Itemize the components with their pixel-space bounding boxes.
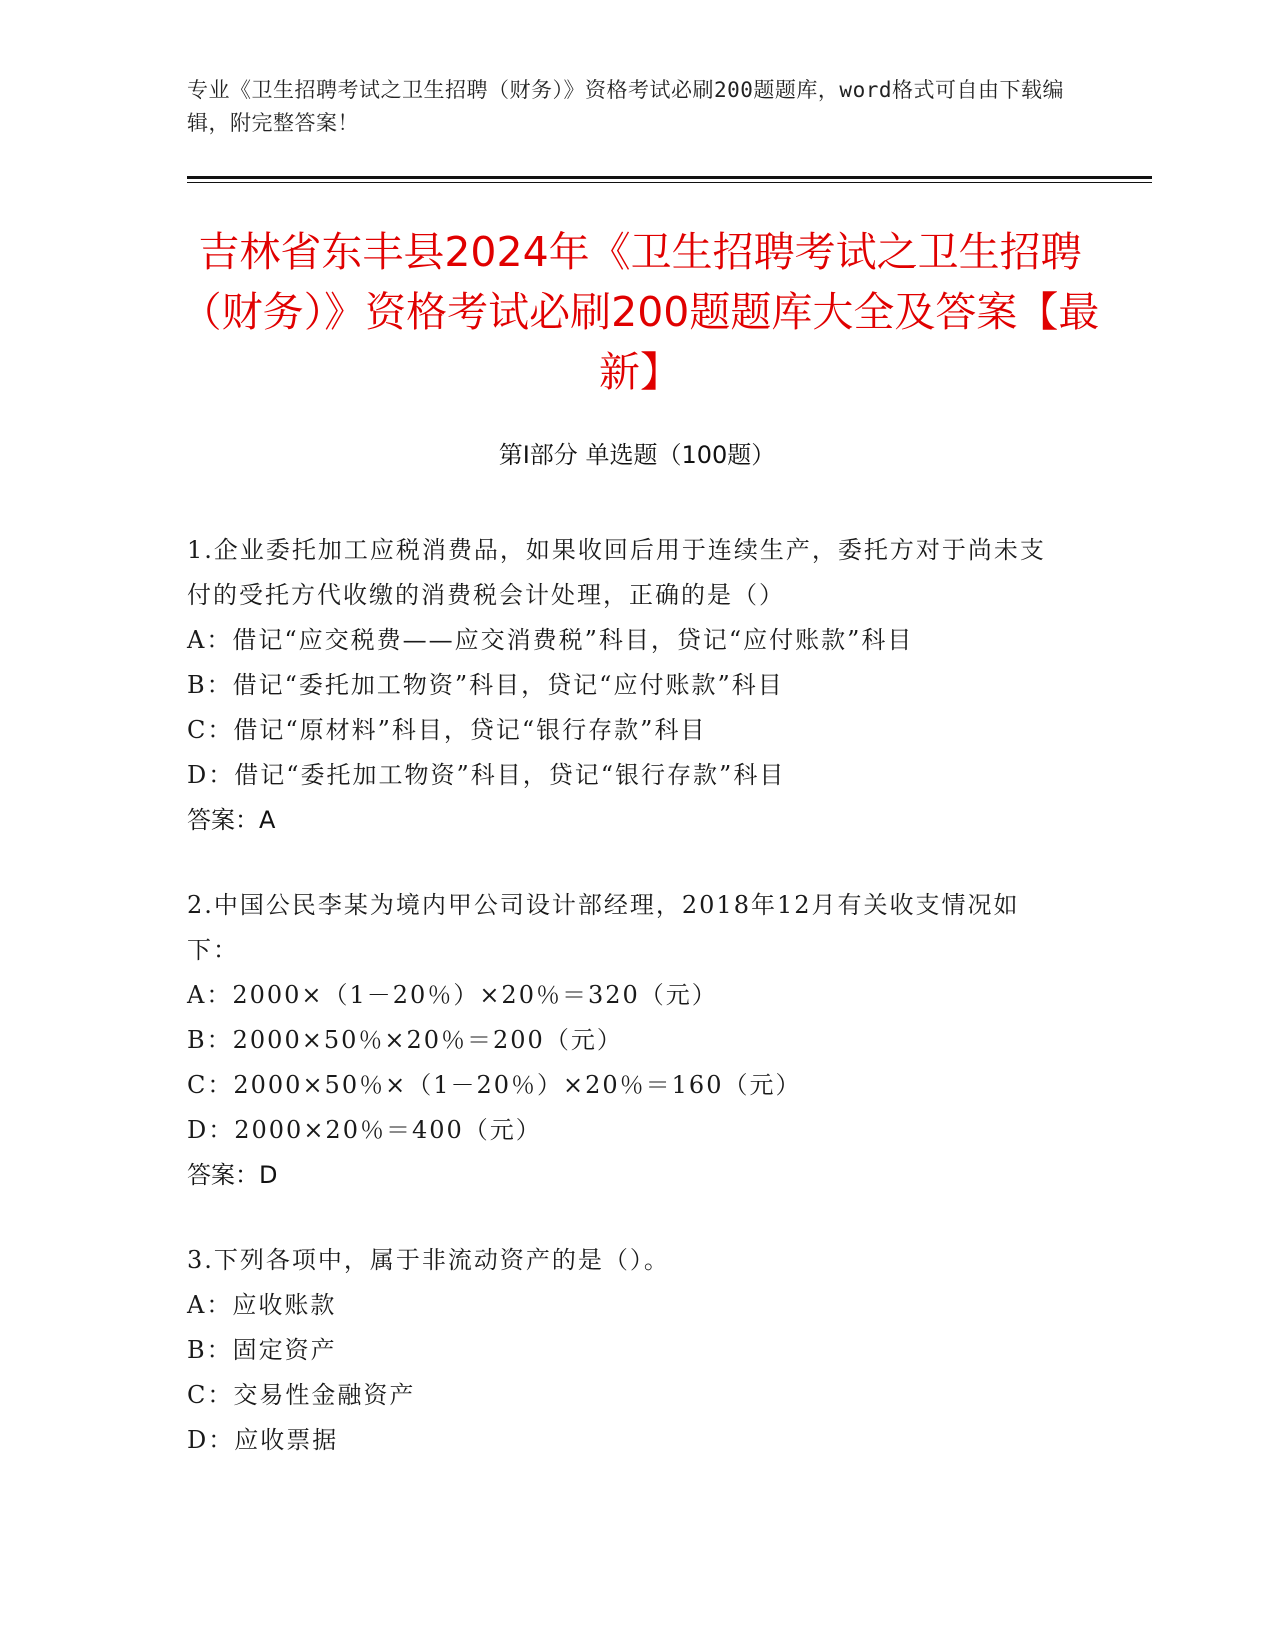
option-c: C：借记“原材料”科目，贷记“银行存款”科目 (187, 716, 707, 744)
answer: 答案：D (187, 1161, 278, 1189)
question-1 (187, 528, 1087, 843)
option-a: A：借记“应交税费——应交消费税”科目，贷记“应付账款”科目 (187, 626, 914, 654)
question-stem: 1.企业委托加工应税消费品，如果收回后用于连续生产，委托方对于尚未支付的受托方代收缴的消费税会计处理，正确的是（） (187, 536, 1046, 609)
page-header: 专业《卫生招聘考试之卫生招聘（财务）》资格考试必刷200题题库，word格式可自由下载编辑，附完整答案！ (187, 78, 1064, 135)
section-title: 第Ⅰ部分 单选题（100题） (498, 441, 776, 469)
document-title: 吉林省东丰县2024年《卫生招聘考试之卫生招聘（财务）》资格考试必刷200题题库大全及答案【最新】 (180, 228, 1100, 396)
header-divider-thick (187, 176, 1152, 179)
option-d: D：2000×20％＝400（元） (187, 1116, 542, 1144)
question-stem: 2.中国公民李某为境内甲公司设计部经理，2018年12月有关收支情况如下： (187, 891, 1020, 964)
option-b: B：固定资产 (187, 1336, 337, 1364)
option-a: A：应收账款 (187, 1291, 337, 1319)
option-c: C：交易性金融资产 (187, 1381, 416, 1409)
answer: 答案：A (187, 806, 276, 834)
question-list (187, 528, 1087, 1503)
question-2 (187, 883, 1087, 1198)
option-a: A：2000×（1－20％）×20％＝320（元） (187, 981, 718, 1009)
header-divider-thin (187, 182, 1152, 183)
option-d: D：应收票据 (187, 1426, 339, 1454)
question-stem: 3.下列各项中，属于非流动资产的是（）。 (187, 1246, 670, 1274)
option-b: B：借记“委托加工物资”科目，贷记“应付账款”科目 (187, 671, 784, 699)
option-c: C：2000×50％×（1－20％）×20％＝160（元） (187, 1071, 802, 1099)
option-d: D：借记“委托加工物资”科目，贷记“银行存款”科目 (187, 761, 786, 789)
option-b: B：2000×50％×20％＝200（元） (187, 1026, 623, 1054)
question-3 (187, 1238, 1087, 1463)
